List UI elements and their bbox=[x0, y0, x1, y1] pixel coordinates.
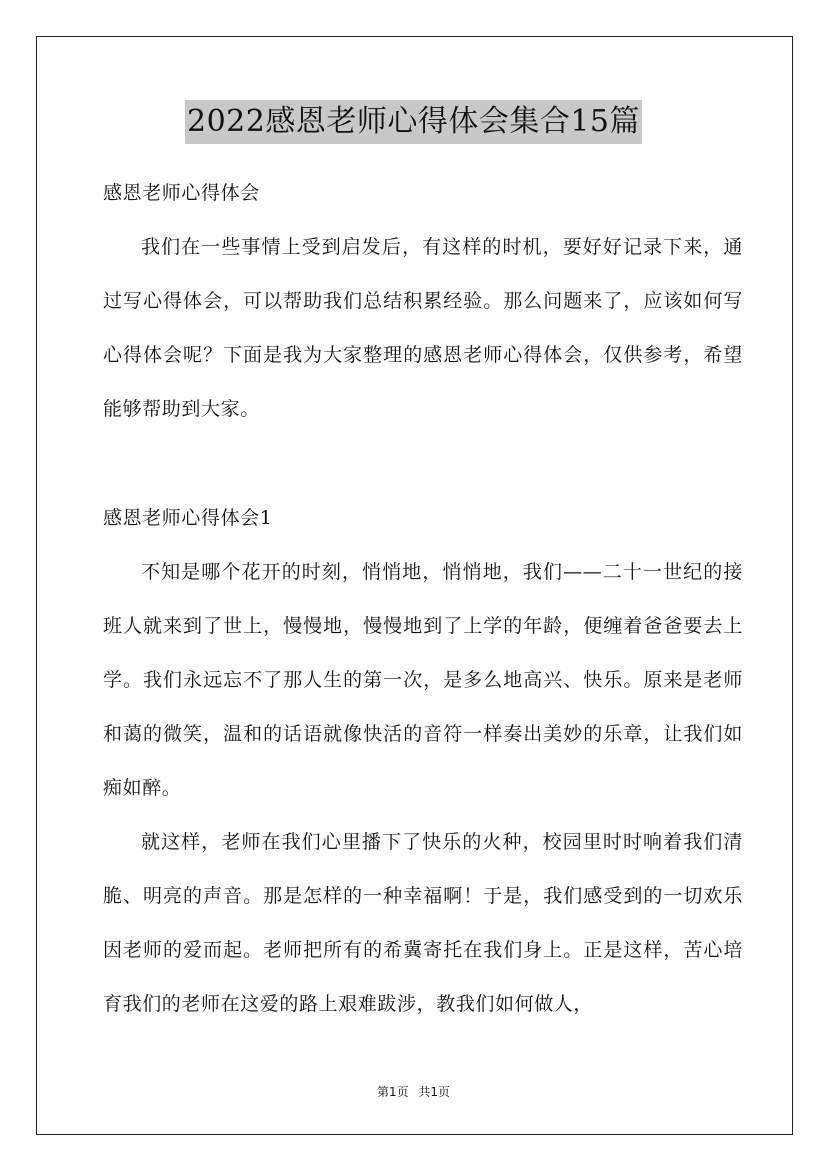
page-footer bbox=[0, 1083, 827, 1100]
intro-paragraph-block bbox=[103, 220, 743, 436]
page-number: 第1页 bbox=[376, 1085, 409, 1099]
intro-heading-block bbox=[103, 166, 743, 220]
document-title: 2022感恩老师心得体会集合15篇 bbox=[185, 100, 642, 144]
total-pages: 共1页 bbox=[418, 1085, 451, 1099]
section1-body bbox=[103, 545, 743, 1031]
intro-heading: 感恩老师心得体会 bbox=[103, 182, 260, 204]
section1-paragraph: 就这样，老师在我们心里播下了快乐的火种，校园里时时响着我们清脆、明亮的声音。那是怎样的一种幸福啊！于是，我们感受到的一切欢乐因老师的爱而起。老师把所有的希冀寄托在我们身上。正是这样，苦心培育我们的老师在这爱的路上艰难跋涉，教我们如何做人， bbox=[103, 831, 743, 1015]
intro-paragraph: 我们在一些事情上受到启发后，有这样的时机，要好好记录下来，通过写心得体会，可以帮助我们总结积累经验。那么问题来了，应该如何写心得体会呢？下面是我为大家整理的感恩老师心得体会，仅供参考，希望能够帮助到大家。 bbox=[103, 236, 743, 420]
title-container bbox=[0, 100, 827, 144]
section1-heading: 感恩老师心得体会1 bbox=[103, 507, 273, 529]
section1-paragraph: 不知是哪个花开的时刻，悄悄地，悄悄地，我们——二十一世纪的接班人就来到了世上，慢慢地，慢慢地到了上学的年龄，便缠着爸爸要去上学。我们永远忘不了那人生的第一次，是多么地高兴、快乐。原来是老师和蔼的微笑，温和的话语就像快活的音符一样奏出美妙的乐章，让我们如痴如醉。 bbox=[103, 561, 743, 799]
section1-heading-block bbox=[103, 491, 743, 545]
